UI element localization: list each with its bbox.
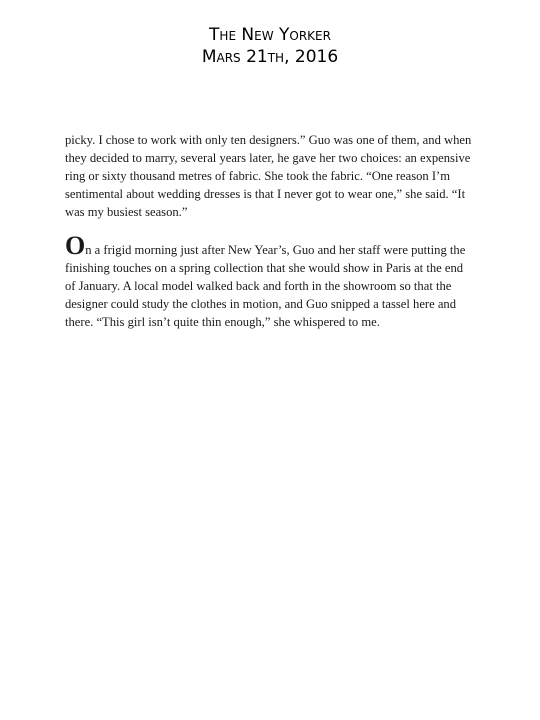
article-body: [65, 131, 475, 331]
article-paragraph: [65, 231, 475, 331]
publication-date: Mars 21th, 2016: [201, 47, 339, 67]
paragraph-text: n a frigid morning just after New Year’s, Guo and her staff were putting the finishing touches on a spring collection that she would show in Paris at the end of January. A local model walked back and forth in the showroom so that the designer could study the clothes in motion, and Guo snipped a tassel here and there. “This girl isn’t quite thin enough,” she whispered to me.: [65, 243, 466, 329]
article-paragraph: picky. I chose to work with only ten designers.” Guo was one of them, and when they decided to marry, several years later, he gave her two choices: an expensive ring or sixty thousand metres of fabric. She took the fabric. “One reason I’m sentimental about wedding dresses is that I never got to wear one,” she said. “It was my busiest season.”: [65, 133, 472, 219]
page-header: [0, 24, 540, 68]
publication-title: The New Yorker: [209, 25, 331, 45]
drop-cap: O: [65, 231, 86, 260]
